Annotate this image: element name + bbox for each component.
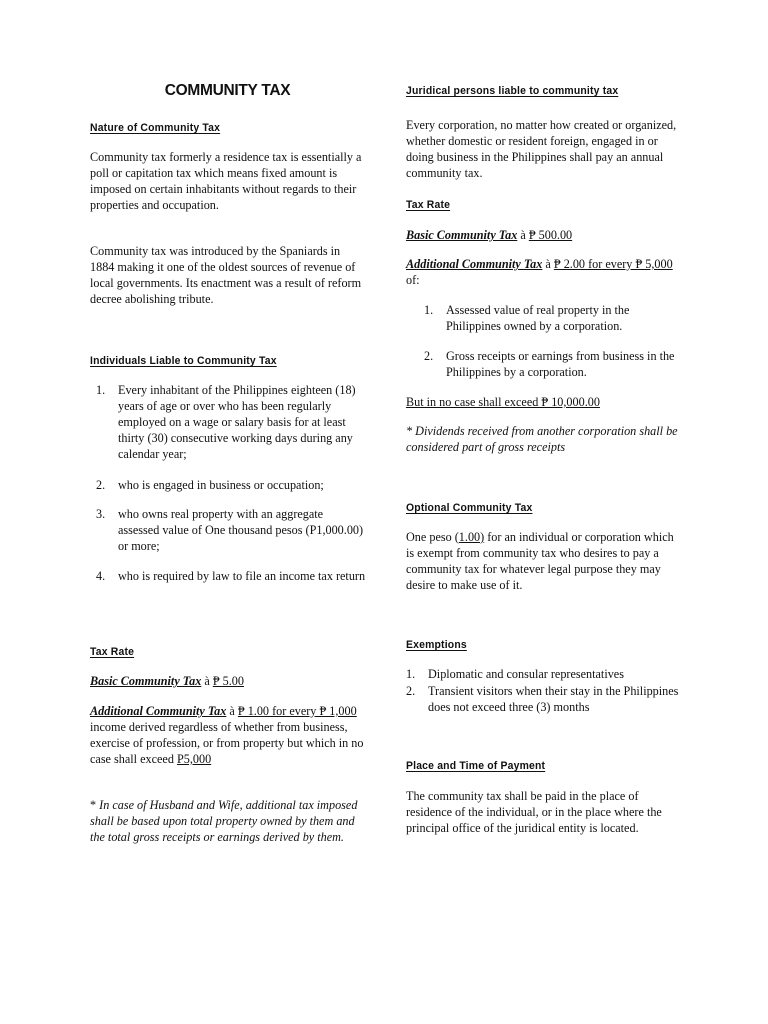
list-text: Diplomatic and consular representatives	[428, 667, 624, 681]
cap-line	[406, 394, 683, 410]
list-number: 4.	[96, 569, 106, 583]
arrow-glyph: à	[201, 674, 213, 688]
additional-value: ₱ 1.00 for every ₱ 1,000	[237, 704, 357, 718]
list-text: who is engaged in business or occupation;	[118, 478, 324, 492]
list-number: 2.	[424, 349, 434, 363]
basic-value: ₱ 500.00	[528, 228, 573, 242]
page-title: COMMUNITY TAX	[164, 82, 291, 99]
place-paragraph: The community tax shall be paid in the place of residence of the individual, or in the place where the principal office of the juridical entity is located.	[406, 789, 662, 835]
basic-label: Basic Community Tax	[406, 228, 518, 242]
additional-value: ₱ 2.00 for every ₱ 5,000	[553, 257, 673, 271]
list-number: 1.	[424, 303, 434, 317]
arrow-glyph: à	[517, 228, 529, 242]
basic-label: Basic Community Tax	[90, 674, 202, 688]
list-text: Assessed value of real property in the Philippines owned by a corporation.	[446, 303, 630, 333]
husband-wife-note	[90, 797, 365, 845]
list-number: 2.	[406, 684, 416, 698]
basic-community-tax-line	[90, 673, 365, 689]
juridical-paragraph: Every corporation, no matter how created or organized, whether domestic or resident foreign, engaged in or doing business in the Philippines shall pay an annual community tax.	[406, 118, 677, 180]
additional-community-tax-line-right	[406, 256, 683, 288]
list-text: Gross receipts or earnings from business in the Philippines by a corporation.	[446, 349, 675, 379]
list-item	[406, 666, 684, 682]
basic-value: ₱ 5.00	[212, 674, 244, 688]
additional-text: income derived regardless of whether from business, exercise of profession, or from property but which in no case shall exceed	[90, 720, 364, 766]
arrow-glyph: à	[542, 257, 554, 271]
exemptions-heading: Exemptions	[406, 639, 467, 651]
additional-label: Additional Community Tax	[406, 257, 543, 271]
additional-label: Additional Community Tax	[90, 704, 227, 718]
optional-amount: 1.00)	[458, 530, 485, 544]
list-number: 3.	[96, 507, 106, 521]
cap-text: But in no case shall exceed ₱ 10,000.00	[406, 395, 600, 409]
list-item	[424, 348, 684, 380]
list-item	[96, 568, 366, 584]
place-heading: Place and Time of Payment	[406, 760, 546, 772]
tax-rate-heading: Tax Rate	[90, 646, 135, 658]
list-item	[96, 477, 366, 493]
tax-rate-heading-right: Tax Rate	[406, 199, 451, 211]
individuals-heading: Individuals Liable to Community Tax	[90, 355, 277, 367]
list-item	[96, 506, 366, 554]
list-text: who is required by law to file an income tax return	[118, 569, 366, 583]
additional-cap: P5,000	[176, 752, 212, 766]
list-item	[424, 302, 684, 334]
additional-text: of:	[406, 273, 420, 287]
list-text: Transient visitors when their stay in the Philippines does not exceed three (3) months	[428, 684, 679, 714]
optional-text-1: One peso (	[406, 530, 459, 544]
nature-paragraph-1: Community tax formerly a residence tax is essentially a poll or capitation tax which means fixed amount is imposed on certain inhabitants without regards to their properties and occupation.	[90, 150, 362, 212]
list-item	[96, 382, 366, 462]
optional-heading: Optional Community Tax	[406, 502, 533, 514]
list-text: Every inhabitant of the Philippines eighteen (18) years of age or over who has been regularly employed on a wage or salary basis for at least thirty (30) consecutive working days during any calendar year;	[118, 383, 356, 461]
optional-text-2: for an individual or corporation which is exempt from community tax who desires to pay a community tax for whatever legal purpose they may desire to make use of it.	[406, 530, 674, 592]
basic-community-tax-line-right	[406, 227, 683, 243]
note-text: In case of Husband and Wife, additional tax imposed shall be based upon total property owned by them and the total gross receipts or earnings derived by them.	[90, 798, 358, 844]
list-text: who owns real property with an aggregate assessed value of One thousand pesos (P1,000.00) or more;	[118, 507, 364, 553]
nature-heading: Nature of Community Tax	[90, 122, 221, 134]
list-number: 1.	[96, 383, 106, 397]
juridical-heading: Juridical persons liable to community tax	[406, 85, 619, 97]
additional-community-tax-paragraph	[90, 703, 365, 767]
note-star: *	[90, 798, 100, 812]
optional-paragraph	[406, 529, 683, 593]
list-item	[406, 683, 684, 715]
nature-paragraph-2: Community tax was introduced by the Spaniards in 1884 making it one of the oldest sources of revenue of local governments. Its enactment was a result of reform decree abolishing tribute.	[90, 244, 362, 306]
dividends-note: * Dividends received from another corporation shall be considered part of gross receipts	[406, 424, 678, 454]
list-number: 2.	[96, 478, 106, 492]
arrow-glyph: à	[226, 704, 238, 718]
list-number: 1.	[406, 667, 416, 681]
